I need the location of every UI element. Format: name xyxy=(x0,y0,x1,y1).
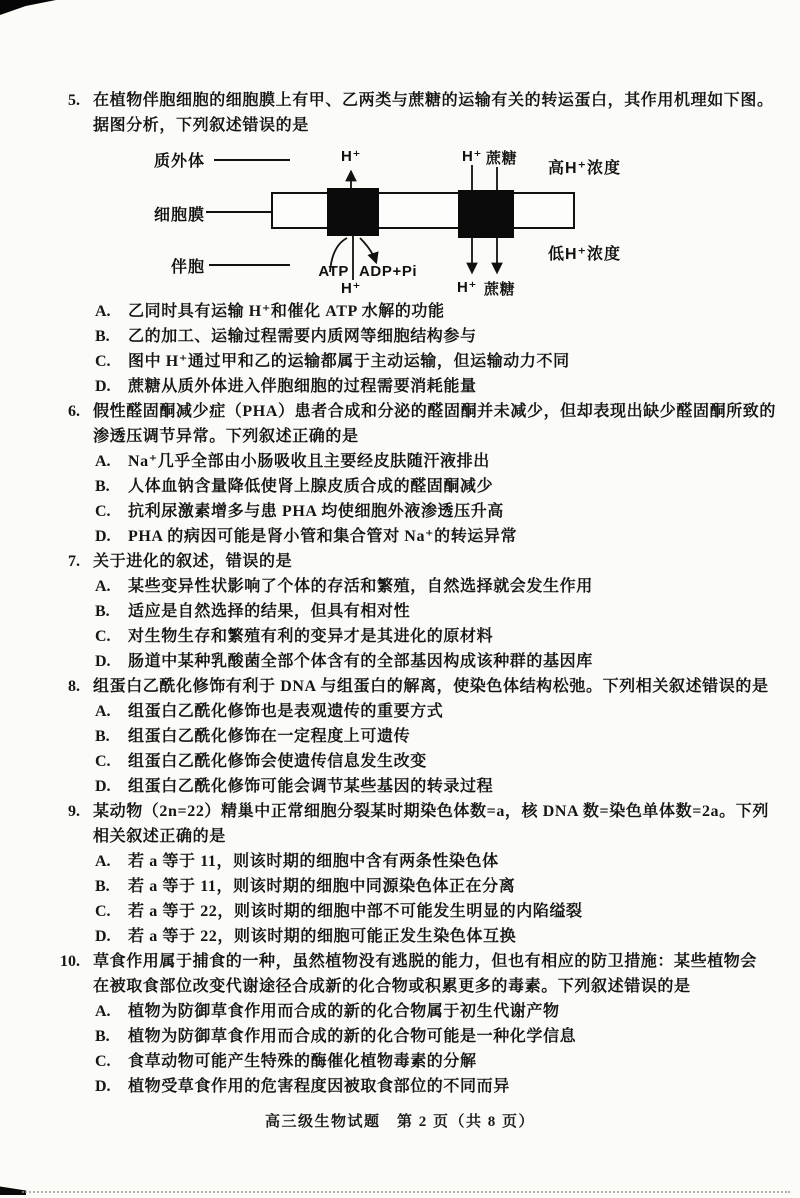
h-plus-label-bottom: H⁺ xyxy=(341,280,361,297)
question-7 xyxy=(60,549,772,674)
option-label: C. xyxy=(95,503,111,520)
option-label: D. xyxy=(95,528,111,545)
option-row xyxy=(60,1074,772,1099)
option-row xyxy=(60,299,772,324)
option-text: 组蛋白乙酰化修饰也是表观遗传的重要方式 xyxy=(128,703,444,720)
adp-curve-arrow xyxy=(360,238,376,262)
option-label: C. xyxy=(95,628,111,645)
option-label: C. xyxy=(95,903,111,920)
question-number: 8. xyxy=(68,678,80,695)
option-row xyxy=(60,599,772,624)
option-label: D. xyxy=(95,778,111,795)
scan-artifact-top-left xyxy=(0,0,56,15)
option-text: 图中 H⁺通过甲和乙的运输都属于主动运输，但运输动力不同 xyxy=(128,353,570,370)
high-h-concentration-label: 高H⁺浓度 xyxy=(548,160,622,177)
stem-text: 草食作用属于捕食的一种，虽然植物没有逃脱的能力，但也有相应的防卫措施：某些植物会 xyxy=(93,953,758,970)
option-row xyxy=(60,649,772,674)
page-footer: 高三级生物试题 第 2 页（共 8 页） xyxy=(264,1114,535,1130)
option-label: B. xyxy=(95,603,110,620)
scan-artifact-bottom-line xyxy=(22,1191,790,1193)
option-text: 植物受草食作用的危害程度因被取食部位的不同而异 xyxy=(128,1078,510,1095)
option-label: B. xyxy=(95,878,110,895)
question-stem-line: 渗透压调节异常。下列叙述正确的是 xyxy=(93,428,359,445)
option-row xyxy=(60,524,772,549)
question-number: 9. xyxy=(68,803,80,820)
pump-protein-jia xyxy=(327,188,379,236)
question-stem-line xyxy=(60,949,772,974)
option-label: D. xyxy=(95,1078,111,1095)
question-5 xyxy=(60,88,772,399)
option-text: 蔗糖从质外体进入伴胞细胞的过程需要消耗能量 xyxy=(128,378,477,395)
option-text: 若 a 等于 11，则该时期的细胞中同源染色体正在分离 xyxy=(128,878,516,895)
option-row xyxy=(60,749,772,774)
question-9 xyxy=(60,799,772,949)
option-row xyxy=(60,699,772,724)
option-row xyxy=(60,624,772,649)
option-label: B. xyxy=(95,328,110,345)
option-label: D. xyxy=(95,928,111,945)
option-label: C. xyxy=(95,753,111,770)
option-text: 某些变异性状影响了个体的存活和繁殖，自然选择就会发生作用 xyxy=(128,578,593,595)
option-row xyxy=(60,899,772,924)
option-label: C. xyxy=(95,353,111,370)
option-label: B. xyxy=(95,1028,110,1045)
option-row xyxy=(60,874,772,899)
option-row xyxy=(60,374,772,399)
scan-artifact-bottom-left xyxy=(0,1185,26,1195)
option-text: 若 a 等于 11，则该时期的细胞中含有两条性染色体 xyxy=(128,853,499,870)
option-text: 组蛋白乙酰化修饰可能会调节某些基因的转录过程 xyxy=(128,778,494,795)
option-text: Na⁺几乎全部由小肠吸收且主要经皮肤随汗液排出 xyxy=(128,453,490,470)
option-text: 若 a 等于 22，则该时期的细胞中部不可能发生明显的内陷缢裂 xyxy=(128,903,583,920)
carrier-protein-yi xyxy=(458,190,514,238)
option-row xyxy=(60,449,772,474)
apoplast-label: 质外体 xyxy=(154,153,206,170)
option-text: 乙同时具有运输 H⁺和催化 ATP 水解的功能 xyxy=(128,303,445,320)
option-row xyxy=(60,499,772,524)
option-label: A. xyxy=(95,303,111,320)
question-number: 7. xyxy=(68,553,80,570)
option-label: A. xyxy=(95,853,111,870)
question-stem-line: 在被取食部位改变代谢途径合成新的化合物或积累更多的毒素。下列叙述错误的是 xyxy=(93,978,691,995)
question-stem-line: 相关叙述正确的是 xyxy=(93,828,226,845)
option-text: 若 a 等于 22，则该时期的细胞可能正发生染色体互换 xyxy=(128,928,517,945)
adp-pi-label: ADP+Pi xyxy=(359,263,418,280)
question-8 xyxy=(60,674,772,799)
stem-text: 假性醛固酮减少症（PHA）患者合成和分泌的醛固酮并未减少，但却表现出缺少醛固酮所致的 xyxy=(93,403,776,420)
option-text: 组蛋白乙酰化修饰在一定程度上可遗传 xyxy=(128,728,411,745)
option-row xyxy=(60,999,772,1024)
stem-text: 组蛋白乙酰化修饰有利于 DNA 与组蛋白的解离，使染色体结构松弛。下列相关叙述错误的是 xyxy=(93,678,769,695)
question-stem-line: 据图分析，下列叙述错误的是 xyxy=(93,117,309,134)
question-stem-line xyxy=(60,674,772,699)
option-row xyxy=(60,724,772,749)
option-label: C. xyxy=(95,1053,111,1070)
option-label: B. xyxy=(95,728,110,745)
option-text: 肠道中某种乳酸菌全部个体含有的全部基因构成该种群的基因库 xyxy=(128,653,593,670)
option-row xyxy=(60,1024,772,1049)
stem-text: 关于进化的叙述，错误的是 xyxy=(93,553,293,570)
membrane-transport-diagram xyxy=(138,140,638,299)
option-text: 组蛋白乙酰化修饰会使遗传信息发生改变 xyxy=(128,753,427,770)
stem-text: 在植物伴胞细胞的细胞膜上有甲、乙两类与蔗糖的运输有关的转运蛋白，其作用机理如下图。 xyxy=(93,92,774,109)
question-number: 10. xyxy=(60,953,80,970)
option-row xyxy=(60,574,772,599)
option-label: A. xyxy=(95,453,111,470)
option-label: A. xyxy=(95,703,111,720)
question-stem-line xyxy=(60,799,772,824)
option-text: PHA 的病因可能是肾小管和集合管对 Na⁺的转运异常 xyxy=(128,528,518,545)
atp-label: ATP xyxy=(318,263,349,280)
option-text: 人体血钠含量降低使肾上腺皮质合成的醛固酮减少 xyxy=(128,478,494,495)
sucrose-label-top: 蔗糖 xyxy=(486,150,518,167)
option-row xyxy=(60,324,772,349)
option-row xyxy=(60,849,772,874)
question-6 xyxy=(60,399,776,549)
option-text: 植物为防御草食作用而合成的新的化合物属于初生代谢产物 xyxy=(128,1003,560,1020)
membrane-rect xyxy=(272,193,574,228)
option-label: A. xyxy=(95,1003,111,1020)
h-plus-label-cotransport-bottom: H⁺ xyxy=(457,279,477,296)
option-text: 适应是自然选择的结果，但具有相对性 xyxy=(128,603,411,620)
option-label: D. xyxy=(95,378,111,395)
question-list xyxy=(60,88,776,1099)
option-label: D. xyxy=(95,653,111,670)
companion-cell-label: 伴胞 xyxy=(171,259,206,276)
sucrose-label-bottom: 蔗糖 xyxy=(484,281,516,298)
question-stem-line xyxy=(60,549,772,574)
question-number: 5. xyxy=(68,92,80,109)
question-10 xyxy=(60,949,772,1099)
option-text: 抗利尿激素增多与患 PHA 均使细胞外液渗透压升高 xyxy=(128,503,504,520)
question-number: 6. xyxy=(68,403,80,420)
option-text: 植物为防御草食作用而合成的新的化合物可能是一种化学信息 xyxy=(128,1028,577,1045)
option-row xyxy=(60,1049,772,1074)
option-label: B. xyxy=(95,478,110,495)
option-row xyxy=(60,474,772,499)
cell-membrane-label: 细胞膜 xyxy=(154,207,206,224)
h-plus-label-cotransport-top: H⁺ xyxy=(462,148,482,165)
stem-text: 某动物（2n=22）精巢中正常细胞分裂某时期染色体数=a，核 DNA 数=染色单体数=2a。下列 xyxy=(93,803,769,820)
option-text: 乙的加工、运输过程需要内质网等细胞结构参与 xyxy=(128,328,477,345)
question-stem-line xyxy=(60,88,772,113)
option-text: 对生物生存和繁殖有利的变异才是其进化的原材料 xyxy=(128,628,494,645)
option-row xyxy=(60,349,772,374)
option-row xyxy=(60,774,772,799)
low-h-concentration-label: 低H⁺浓度 xyxy=(548,246,622,263)
option-row xyxy=(60,924,772,949)
option-label: A. xyxy=(95,578,111,595)
question-stem-line xyxy=(60,399,776,424)
option-text: 食草动物可能产生特殊的酶催化植物毒素的分解 xyxy=(128,1053,477,1070)
h-plus-label-top: H⁺ xyxy=(341,148,361,165)
